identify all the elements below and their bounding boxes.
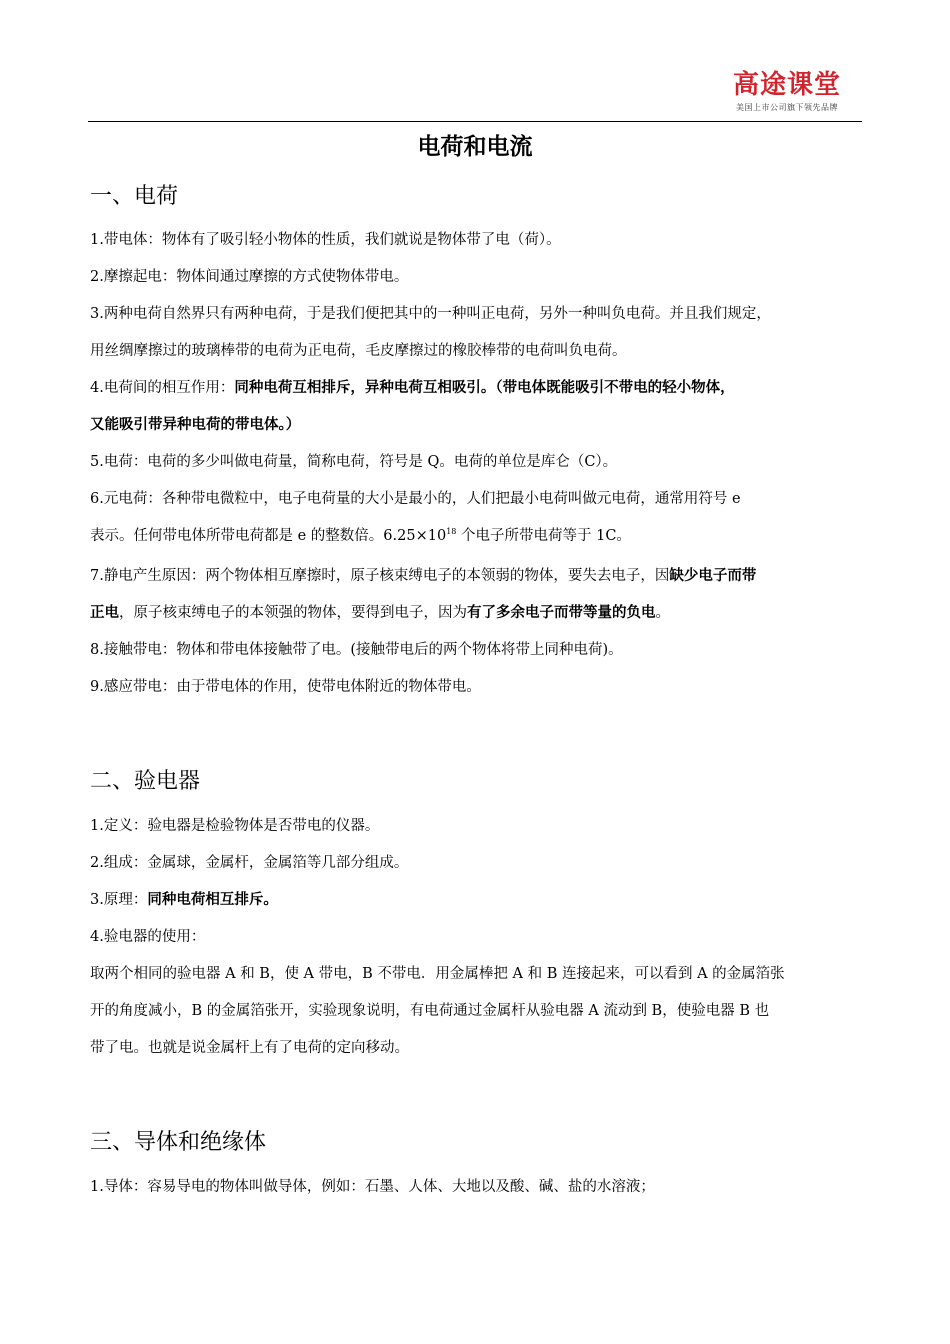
electroscope-paragraph-5-line-3: 带了电。也就是说金属杆上有了电荷的定向移动。 <box>90 1040 409 1056</box>
paragraph-7-text-b: ，原子核束缚电子的本领强的物体，要得到电子，因为 <box>119 605 467 621</box>
electroscope-paragraph-3 <box>90 882 862 919</box>
paragraph-3-line-2: 用丝绸摩擦过的玻璃棒带的电荷为正电荷，毛皮摩擦过的橡胶棒带的电荷叫负电荷。 <box>90 343 627 359</box>
electroscope-paragraph-4: 4.验电器的使用： <box>90 929 206 945</box>
paragraph-7-line-2 <box>90 595 862 632</box>
section-heading-charge: 一、电荷 <box>90 184 179 209</box>
paragraph-7-bold-b: 正电 <box>90 605 119 621</box>
electroscope-principle-lead: 3.原理： <box>90 892 148 908</box>
paragraph-4-line-1 <box>90 370 862 407</box>
electroscope-principle-bold: 同种电荷相互排斥。 <box>147 892 278 908</box>
paragraph-3-line-1: 3.两种电荷自然界只有两种电荷，于是我们便把其中的一种叫正电荷，另外一种叫负电荷。并且我们规定， <box>90 306 771 322</box>
brand-logo <box>727 70 847 113</box>
electroscope-paragraph-2: 2.组成：金属球，金属杆，金属箔等几部分组成。 <box>90 855 409 871</box>
paragraph-6-text-a: 表示。任何带电体所带电荷都是 e 的整数倍。6.25×10 <box>90 528 447 544</box>
conductors-paragraph-1: 1.导体：容易导电的物体叫做导体，例如：石墨、人体、大地以及酸、碱、盐的水溶液； <box>90 1179 655 1195</box>
electroscope-paragraph-5-line-1: 取两个相同的验电器 A 和 B，使 A 带电，B 不带电．用金属棒把 A 和 B 连接起来，可以看到 A 的金属箔张 <box>90 966 785 982</box>
paragraph-2: 2.摩擦起电：物体间通过摩擦的方式使物体带电。 <box>90 269 409 285</box>
logo-text: 高途课堂 <box>732 70 841 100</box>
paragraph-4-lead: 4.电荷间的相互作用： <box>90 380 235 396</box>
electroscope-paragraph-5-line-2: 开的角度减小，B 的金属箔张开，实验现象说明，有电荷通过金属杆从验电器 A 流动到 B，使验电器 B 也 <box>90 1003 770 1019</box>
paragraph-7-bold-a: 缺少电子而带 <box>669 568 757 584</box>
paragraph-6-line-2 <box>90 518 862 555</box>
page-title: 电荷和电流 <box>417 134 533 160</box>
electroscope-paragraph-1: 1.定义：验电器是检验物体是否带电的仪器。 <box>90 818 380 834</box>
exponent: 18 <box>446 527 457 537</box>
paragraph-6-line-1: 6.元电荷：各种带电微粒中，电子电荷量的大小是最小的，人们把最小电荷叫做元电荷，通常用符号 e <box>90 491 741 507</box>
paragraph-7-text-c: 。 <box>655 605 670 621</box>
header-divider <box>88 121 862 122</box>
section-heading-conductors: 三、导体和绝缘体 <box>90 1130 267 1155</box>
logo-tagline: 美国上市公司旗下领先品牌 <box>736 103 838 112</box>
paragraph-4-line-2: 又能吸引带异种电荷的带电体。） <box>90 417 301 433</box>
paragraph-5: 5.电荷：电荷的多少叫做电荷量，简称电荷，符号是 Q。电荷的单位是库仑（C）。 <box>90 454 618 470</box>
paragraph-4-bold: 同种电荷互相排斥，异种电荷互相吸引。（带电体既能吸引不带电的轻小物体， <box>234 380 735 396</box>
section-heading-electroscope: 二、验电器 <box>90 769 201 794</box>
paragraph-7-line-1 <box>90 558 862 595</box>
paragraph-6-text-b: 个电子所带电荷等于 1C。 <box>456 528 631 544</box>
paragraph-9: 9.感应带电：由于带电体的作用，使带电体附近的物体带电。 <box>90 679 481 695</box>
paragraph-1: 1.带电体：物体有了吸引轻小物体的性质，我们就说是物体带了电（荷）。 <box>90 232 561 248</box>
paragraph-7-bold-c: 有了多余电子而带等量的负电 <box>467 605 656 621</box>
paragraph-8: 8.接触带电：物体和带电体接触带了电。(接触带电后的两个物体将带上同种电荷)。 <box>90 642 623 658</box>
paragraph-7-text-a: 7.静电产生原因：两个物体相互摩擦时，原子核束缚电子的本领弱的物体，要失去电子，因 <box>90 568 670 584</box>
